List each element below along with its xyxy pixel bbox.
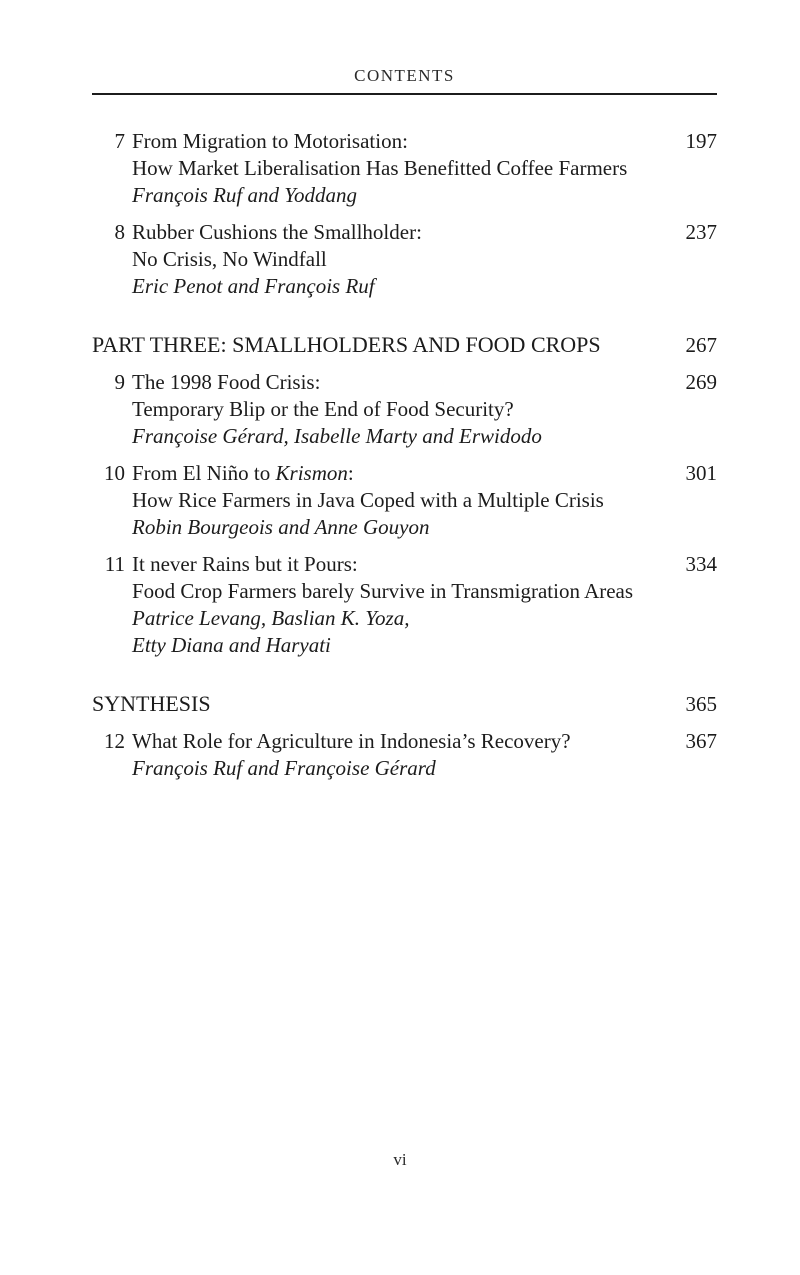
part-page-number: 365 [685,692,717,716]
chapter-title-block [132,128,671,209]
chapter-title-block [132,728,671,782]
page-content [92,66,717,782]
toc-entry-chapter-11 [92,551,717,659]
toc-entry-chapter-8 [92,219,717,300]
part-heading-text: SYNTHESIS [92,691,211,716]
chapter-authors: Etty Diana and Haryati [132,633,331,657]
chapter-authors: François Ruf and Françoise Gérard [132,756,436,780]
table-of-contents [92,95,717,782]
page-title: CONTENTS [92,66,717,95]
chapter-title-line: From Migration to Motorisation: [132,129,408,153]
toc-part-heading-synthesis [92,690,717,718]
part-heading-text: PART THREE: SMALLHOLDERS AND FOOD CROPS [92,332,601,357]
chapter-title-roman-part: From El Niño to [132,461,276,485]
chapter-number: 11 [104,552,125,576]
chapter-authors: François Ruf and Yoddang [132,183,357,207]
chapter-authors: Patrice Levang, Baslian K. Yoza, [132,606,410,630]
chapter-number: 9 [114,370,125,394]
chapter-title-line: The 1998 Food Crisis: [132,370,321,394]
folio-page-number: vi [393,1150,407,1169]
chapter-title-block [132,460,671,541]
chapter-title-line: What Role for Agriculture in Indonesia’s Recovery? [132,729,571,753]
chapter-page-number: 301 [685,461,717,485]
chapter-title-block [132,551,671,659]
toc-entry-chapter-7 [92,128,717,209]
toc-entry-chapter-9 [92,369,717,450]
chapter-title-line: It never Rains but it Pours: [132,552,358,576]
chapter-title-line: Rubber Cushions the Smallholder: [132,220,422,244]
chapter-authors: Eric Penot and François Ruf [132,274,375,298]
chapter-page-number: 334 [685,552,717,576]
chapter-title-roman-part: : [347,461,354,485]
chapter-page-number: 367 [685,729,717,753]
toc-part-heading-three [92,331,717,359]
part-page-number: 267 [685,333,717,357]
chapter-number: 8 [114,220,125,244]
chapter-number: 10 [104,461,125,485]
chapter-title-line [132,460,671,487]
chapter-subtitle-line: How Market Liberalisation Has Benefitted Coffee Farmers [132,156,628,180]
toc-entry-chapter-10 [92,460,717,541]
toc-entry-chapter-12 [92,728,717,782]
chapter-subtitle-line: Food Crop Farmers barely Survive in Transmigration Areas [132,579,634,603]
chapter-page-number: 269 [685,370,717,394]
chapter-authors: Robin Bourgeois and Anne Gouyon [132,515,430,539]
chapter-title-italic-part: Krismon [275,461,348,485]
chapter-page-number: 237 [685,220,717,244]
chapter-number: 12 [104,729,125,753]
chapter-page-number: 197 [685,129,717,153]
chapter-subtitle-line: How Rice Farmers in Java Coped with a Multiple Crisis [132,488,604,512]
chapter-subtitle-line: Temporary Blip or the End of Food Security? [132,397,514,421]
chapter-title-block [132,369,671,450]
chapter-number: 7 [114,129,125,153]
chapter-authors: Françoise Gérard, Isabelle Marty and Erwidodo [132,424,542,448]
chapter-subtitle-line: No Crisis, No Windfall [132,247,327,271]
chapter-title-block [132,219,671,300]
